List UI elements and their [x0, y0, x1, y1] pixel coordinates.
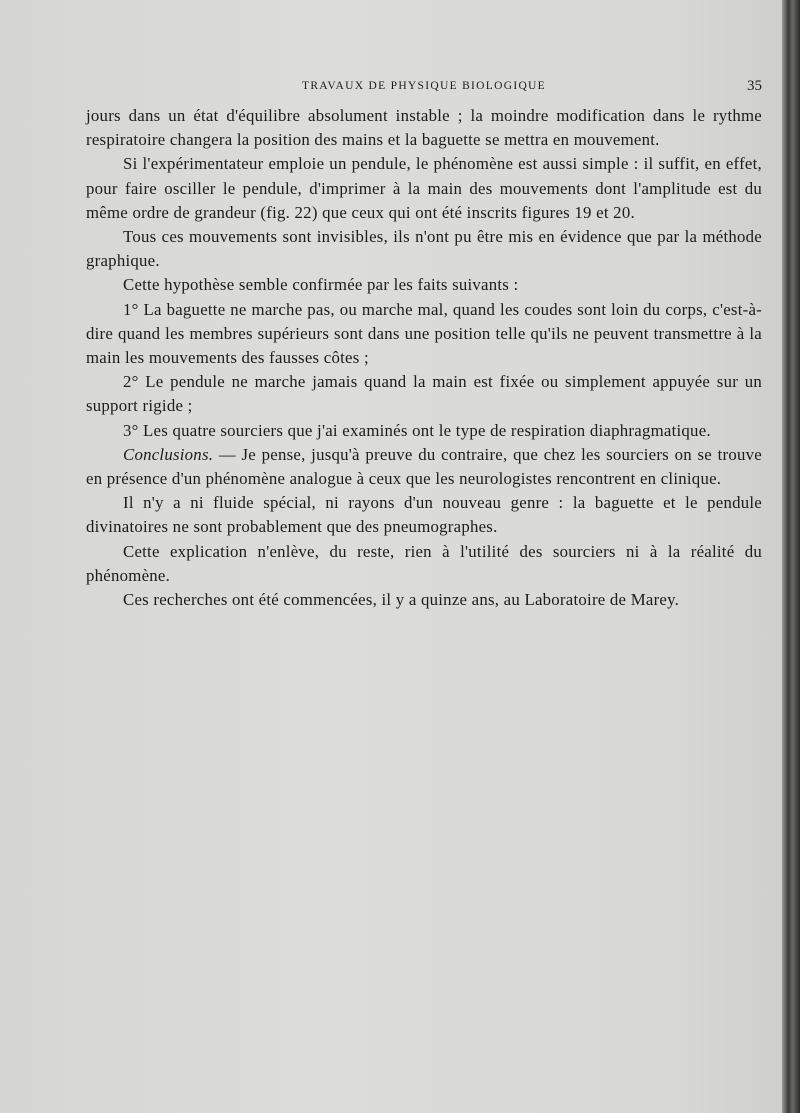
paragraph: Cette explication n'enlève, du reste, rien à l'utilité des sourciers ni à la réalité du phénomène.	[86, 541, 762, 585]
paragraph: 3° Les quatre sourciers que j'ai examinés ont le type de respiration diaphragmatique.	[123, 420, 711, 440]
running-title: TRAVAUX DE PHYSIQUE BIOLOGIQUE	[302, 80, 546, 92]
book-binding-edge	[782, 0, 800, 1113]
page-header	[86, 78, 762, 98]
paragraph-conclusions	[86, 443, 762, 491]
body-text	[86, 104, 762, 612]
paragraph: Il n'y a ni fluide spécial, ni rayons d'un nouveau genre : la baguette et le pendule divinatoires ne sont probablement que des pneumographes.	[86, 493, 762, 537]
paragraph: 2° Le pendule ne marche jamais quand la main est fixée ou simplement appuyée sur un support rigide ;	[86, 372, 762, 416]
paragraph: 1° La baguette ne marche pas, ou marche mal, quand les coudes sont loin du corps, c'est-à-dire quand les membres supérieurs sont dans une position telle qu'ils ne peuvent transmettre à la main les mouvements des fausses côtes ;	[86, 299, 762, 368]
paragraph: Si l'expérimentateur emploie un pendule, le phénomène est aussi simple : il suffit, en effet, pour faire osciller le pendule, d'imprimer à la main des mouvements dont l'amplitude est du même ordre de grandeur (fig. 22) que ceux qui ont été inscrits figures 19 et 20.	[86, 154, 762, 222]
paragraph: Tous ces mouvements sont invisibles, ils n'ont pu être mis en évidence que par la méthode graphique.	[86, 227, 762, 271]
conclusions-text: — Je pense, jusqu'à preuve du contraire, que chez les sourciers on se trouve en présence d'un phénomène analogue à ceux que les neurologistes rencontrent en clinique.	[86, 444, 762, 489]
paragraph: jours dans un état d'équilibre absolument instable ; la moindre modification dans le rythme respiratoire changera la position des mains et la baguette se mettra en mouvement.	[86, 106, 762, 150]
page-number: 35	[747, 78, 762, 94]
paragraph: Ces recherches ont été commencées, il y a quinze ans, au Laboratoire de Marey.	[123, 590, 680, 610]
paragraph: Cette hypothèse semble confirmée par les faits suivants :	[123, 275, 519, 295]
conclusions-heading: Conclusions.	[123, 444, 214, 464]
